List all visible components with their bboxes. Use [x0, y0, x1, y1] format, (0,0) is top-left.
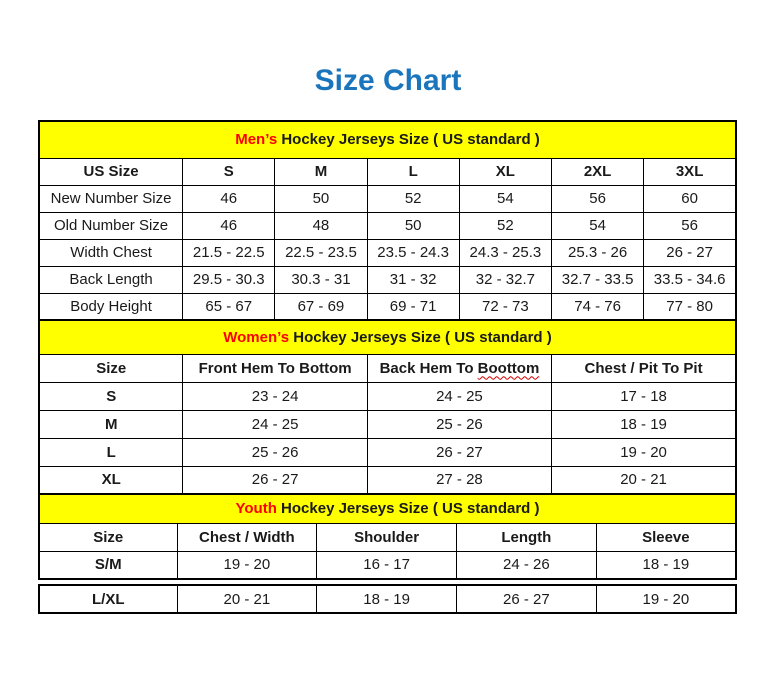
- value-cell: 26 - 27: [644, 239, 736, 266]
- table-row: [39, 185, 736, 212]
- column-header-row: [39, 523, 736, 551]
- size-tables-container: [38, 120, 737, 614]
- table-row: [39, 212, 736, 239]
- table-row: [39, 551, 736, 579]
- value-cell: 21.5 - 22.5: [183, 239, 275, 266]
- value-cell: 31 - 32: [367, 266, 459, 293]
- value-cell: 18 - 19: [552, 410, 736, 438]
- value-cell: 24 - 26: [456, 551, 596, 579]
- column-header-cell: M: [275, 158, 367, 185]
- row-label-cell: Back Length: [39, 266, 183, 293]
- value-cell: 65 - 67: [183, 293, 275, 320]
- column-header-cell: 3XL: [644, 158, 736, 185]
- column-header-cell: XL: [459, 158, 551, 185]
- column-header-cell: Chest / Width: [177, 523, 317, 551]
- value-cell: 25 - 26: [183, 438, 367, 466]
- column-header-cell: S: [183, 158, 275, 185]
- value-cell: 27 - 28: [367, 466, 551, 494]
- row-label-cell: L: [39, 438, 183, 466]
- section-heading-highlight: Youth: [235, 500, 277, 518]
- value-cell: 17 - 18: [552, 382, 736, 410]
- column-header-cell: US Size: [39, 158, 183, 185]
- value-cell: 30.3 - 31: [275, 266, 367, 293]
- table-row: [39, 585, 736, 613]
- row-label-cell: Width Chest: [39, 239, 183, 266]
- value-cell: 25 - 26: [367, 410, 551, 438]
- value-cell: 56: [551, 185, 643, 212]
- column-header-cell: 2XL: [551, 158, 643, 185]
- value-cell: 23 - 24: [183, 382, 367, 410]
- value-cell: 48: [275, 212, 367, 239]
- section-heading: [39, 494, 736, 523]
- value-cell: 46: [183, 212, 275, 239]
- value-cell: 23.5 - 24.3: [367, 239, 459, 266]
- row-label-cell: S/M: [39, 551, 177, 579]
- value-cell: 77 - 80: [644, 293, 736, 320]
- value-cell: 26 - 27: [367, 438, 551, 466]
- column-header-cell: [367, 354, 551, 382]
- value-cell: 24 - 25: [183, 410, 367, 438]
- value-cell: 46: [183, 185, 275, 212]
- value-cell: 20 - 21: [552, 466, 736, 494]
- section-heading-text: Hockey Jerseys Size ( US standard ): [293, 328, 552, 346]
- value-cell: 33.5 - 34.6: [644, 266, 736, 293]
- value-cell: 22.5 - 23.5: [275, 239, 367, 266]
- table-row: [39, 410, 736, 438]
- column-header-cell: Chest / Pit To Pit: [552, 354, 736, 382]
- value-cell: 16 - 17: [317, 551, 457, 579]
- table-row: [39, 382, 736, 410]
- column-header-cell: Front Hem To Bottom: [183, 354, 367, 382]
- table-row: [39, 293, 736, 320]
- value-cell: 18 - 19: [317, 585, 457, 613]
- section-heading-row: [39, 320, 736, 354]
- value-cell: 19 - 20: [596, 585, 736, 613]
- value-cell: 29.5 - 30.3: [183, 266, 275, 293]
- section-heading-highlight: Women’s: [223, 328, 290, 346]
- section-heading: [39, 121, 736, 158]
- value-cell: 74 - 76: [551, 293, 643, 320]
- column-header-row: [39, 158, 736, 185]
- row-label-cell: XL: [39, 466, 183, 494]
- value-cell: 24 - 25: [367, 382, 551, 410]
- value-cell: 19 - 20: [177, 551, 317, 579]
- row-label-cell: L/XL: [39, 585, 177, 613]
- row-label-cell: New Number Size: [39, 185, 183, 212]
- value-cell: 26 - 27: [456, 585, 596, 613]
- value-cell: 32 - 32.7: [459, 266, 551, 293]
- misspelled-word: Boottom: [477, 359, 540, 377]
- section-heading-text: Hockey Jerseys Size ( US standard ): [281, 131, 540, 149]
- table-row: [39, 438, 736, 466]
- value-cell: 67 - 69: [275, 293, 367, 320]
- table-row: [39, 239, 736, 266]
- youth-size-table-continued: [38, 584, 737, 614]
- section-heading: [39, 320, 736, 354]
- column-header-cell: L: [367, 158, 459, 185]
- value-cell: 72 - 73: [459, 293, 551, 320]
- column-header-text: Back Hem To: [379, 359, 478, 377]
- row-label-cell: M: [39, 410, 183, 438]
- table-row: [39, 266, 736, 293]
- column-header-cell: Size: [39, 354, 183, 382]
- column-header-cell: Sleeve: [596, 523, 736, 551]
- value-cell: 32.7 - 33.5: [551, 266, 643, 293]
- womens-size-table: [38, 319, 737, 495]
- page-title: Size Chart: [314, 64, 462, 97]
- value-cell: 69 - 71: [367, 293, 459, 320]
- value-cell: 56: [644, 212, 736, 239]
- value-cell: 26 - 27: [183, 466, 367, 494]
- section-heading-row: [39, 494, 736, 523]
- value-cell: 60: [644, 185, 736, 212]
- value-cell: 24.3 - 25.3: [459, 239, 551, 266]
- value-cell: 50: [275, 185, 367, 212]
- value-cell: 52: [459, 212, 551, 239]
- value-cell: 19 - 20: [552, 438, 736, 466]
- column-header-row: [39, 354, 736, 382]
- value-cell: 20 - 21: [177, 585, 317, 613]
- column-header-cell: Length: [456, 523, 596, 551]
- value-cell: 50: [367, 212, 459, 239]
- column-header-cell: Size: [39, 523, 177, 551]
- section-heading-highlight: Men’s: [235, 131, 278, 149]
- row-label-cell: Body Height: [39, 293, 183, 320]
- section-heading-text: Hockey Jerseys Size ( US standard ): [281, 500, 540, 518]
- value-cell: 25.3 - 26: [551, 239, 643, 266]
- mens-size-table: [38, 120, 737, 321]
- value-cell: 18 - 19: [596, 551, 736, 579]
- row-label-cell: Old Number Size: [39, 212, 183, 239]
- value-cell: 54: [459, 185, 551, 212]
- column-header-cell: Shoulder: [317, 523, 457, 551]
- section-heading-row: [39, 121, 736, 158]
- value-cell: 54: [551, 212, 643, 239]
- table-row: [39, 466, 736, 494]
- value-cell: 52: [367, 185, 459, 212]
- row-label-cell: S: [39, 382, 183, 410]
- youth-size-table: [38, 493, 737, 580]
